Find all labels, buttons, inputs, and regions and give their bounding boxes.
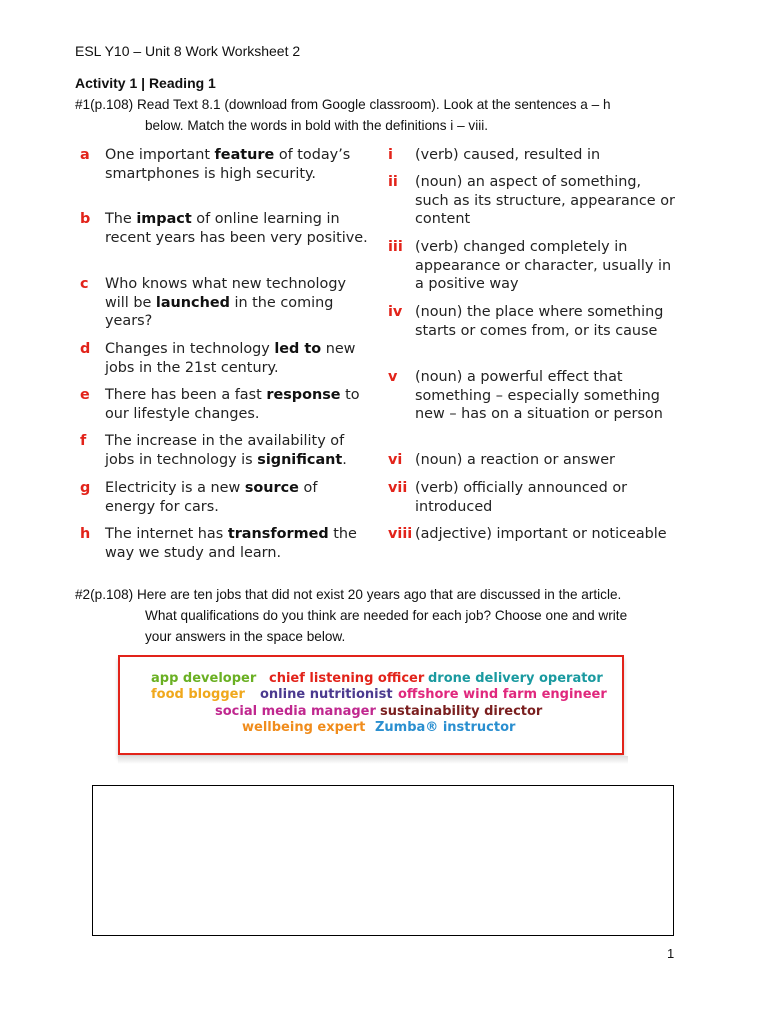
bold-word: transformed [227, 526, 329, 542]
definition-numeral: viii [388, 526, 413, 542]
question-2-line-1: #2(p.108) Here are ten jobs that did not exist 20 years ago that are discussed in the article. [75, 587, 622, 602]
definition-text: (verb) changed completely in appearance or character, usually in a positive way [415, 239, 672, 292]
sentence-letter: a [80, 147, 90, 163]
sentence-letter: f [80, 433, 87, 449]
definition-numeral: vi [388, 452, 403, 468]
sentence-letter: c [80, 276, 89, 292]
bold-word: feature [214, 147, 275, 163]
job-drone-delivery-operator: drone delivery operator [428, 671, 603, 686]
worksheet-header: ESL Y10 – Unit 8 Work Worksheet 2 [75, 43, 301, 59]
answer-box[interactable] [92, 785, 674, 936]
bold-word: source [244, 480, 299, 496]
definition-text: (noun) the place where something starts or comes from, or its cause [415, 304, 664, 339]
definition-numeral: iii [388, 239, 403, 255]
job-offshore-wind-farm-engineer: offshore wind farm engineer [398, 687, 607, 702]
sentence-text: The increase in the availability of jobs in technology is significant. [105, 433, 347, 468]
definition-text: (noun) a powerful effect that something – especially something new – has on a situation or person [415, 369, 663, 422]
sentence-text: Changes in technology led to new jobs in the 21st century. [105, 341, 356, 376]
job-online-nutritionist: online nutritionist [260, 687, 393, 702]
question-2-line-3: your answers in the space below. [145, 629, 346, 644]
sentence-letter: g [80, 480, 91, 496]
definition-numeral: iv [388, 304, 403, 320]
sentence-text: The impact of online learning in recent years has been very positive. [105, 211, 368, 246]
definitions-column [388, 146, 688, 566]
bold-word: significant [257, 451, 343, 468]
question-1-line-2: below. Match the words in bold with the definitions i – viii. [145, 118, 489, 133]
sentence-text: Who knows what new technology will be launched in the coming years? [105, 276, 346, 329]
sentence-text: Electricity is a new source of energy for cars. [105, 480, 318, 515]
activity-title: Activity 1 | Reading 1 [75, 75, 216, 91]
sentence-letter: d [80, 341, 91, 357]
definition-text: (noun) an aspect of something, such as its structure, appearance or content [415, 174, 675, 227]
sentence-letter: e [80, 387, 90, 403]
sentence-text: One important feature of today’s smartphones is high security. [105, 147, 351, 182]
job-app-developer: app developer [151, 671, 257, 686]
definition-text: (adjective) important or noticeable [415, 526, 667, 542]
sentence-letter: b [80, 211, 91, 227]
bold-word: impact [136, 211, 192, 227]
job-zumba-instructor: Zumba® instructor [375, 720, 516, 735]
bold-word: led to [274, 341, 322, 357]
job-chief-listening-officer: chief listening officer [269, 671, 425, 686]
definition-text: (verb) caused, resulted in [415, 147, 601, 163]
job-wellbeing-expert: wellbeing expert [242, 720, 366, 735]
definition-numeral: ii [388, 174, 398, 190]
sentence-text: The internet has transformed the way we study and learn. [105, 526, 357, 561]
question-2-instructions [75, 584, 627, 647]
page-number: 1 [667, 946, 675, 961]
jobs-box-shadow [118, 756, 628, 764]
definition-numeral: v [388, 369, 398, 385]
job-social-media-manager: social media manager [215, 704, 376, 719]
sentence-letter: h [80, 526, 91, 542]
job-food-blogger: food blogger [151, 687, 245, 702]
job-sustainability-director: sustainability director [380, 704, 543, 719]
definition-text: (noun) a reaction or answer [415, 452, 615, 468]
sentences-column [80, 146, 380, 566]
definition-numeral: vii [388, 480, 408, 496]
question-2-line-2: What qualifications do you think are needed for each job? Choose one and write [145, 608, 628, 623]
bold-word: launched [155, 294, 230, 311]
bold-word: response [266, 387, 341, 403]
definition-text: (verb) officially announced or introduced [415, 480, 628, 515]
question-1-line-1: #1(p.108) Read Text 8.1 (download from Google classroom). Look at the sentences a – h [75, 97, 611, 112]
question-1-instructions [75, 94, 611, 136]
definition-numeral: i [388, 147, 393, 163]
sentence-text: There has been a fast response to our lifestyle changes. [105, 387, 360, 422]
